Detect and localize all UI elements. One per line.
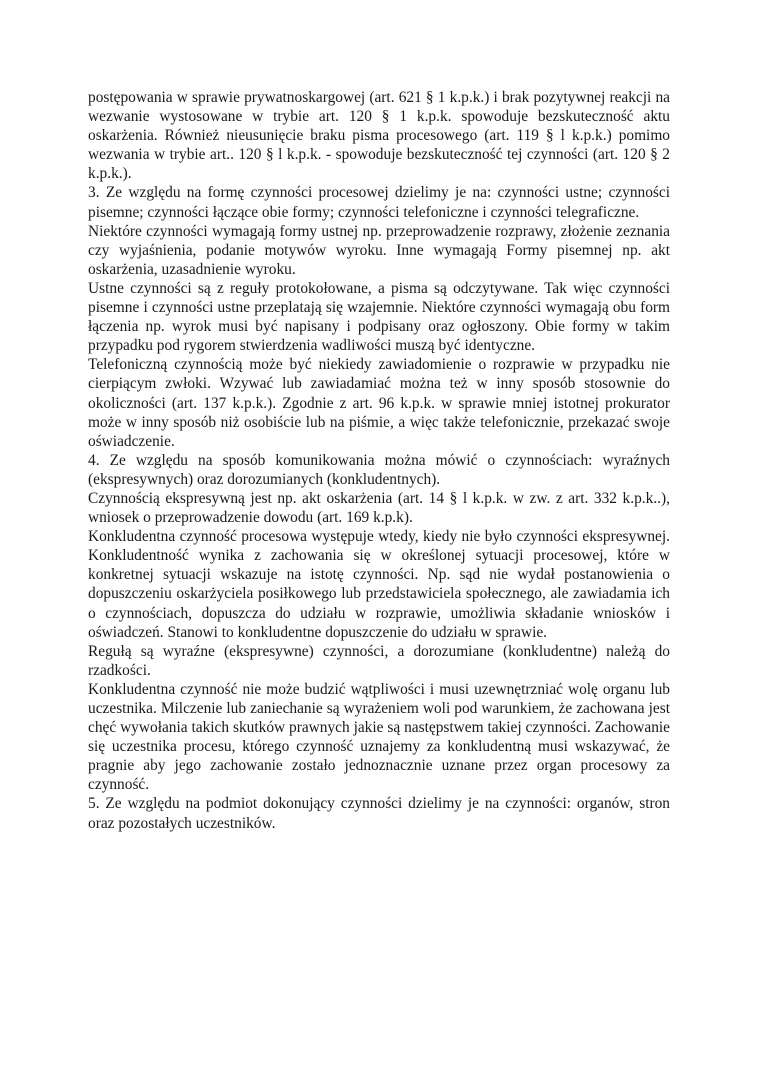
paragraph-podmiot: 5. Ze względu na podmiot dokonujący czynności dzielimy je na czynności: organów, stron oraz pozostałych uczestników. xyxy=(88,795,670,832)
paragraph-sposob-komunikowania: 4. Ze względu na sposób komunikowania można mówić o czynnościach: wyraźnych (ekspresywnych) oraz dorozumianych (konkludentnych). xyxy=(88,451,670,488)
paragraph-regula: Regułą są wyraźne (ekspresywne) czynności, a dorozumiane (konkludentne) należą do rzadkości. xyxy=(88,642,670,679)
paragraph-konkludentna: Konkludentna czynność procesowa występuje wtedy, kiedy nie było czynności ekspresywnej. Konkludentność wynika z zachowania się w określonej sytuacji procesowej, które w konkretnej sytuacji wskazuje na istotę czynności. Np. sąd nie wydał postanowienia o dopuszczeniu oskarżyciela posiłkowego lub przedstawiciela społecznego, ale zawiadamia ich o czynnościach, dopuszcza do udziału w rozprawie, umożliwia składanie wniosków i oświadczeń. Stanowi to konkludentne dopuszczenie do udziału w sprawie. xyxy=(88,528,670,641)
paragraph-forma-czynnosci: 3. Ze względu na formę czynności procesowej dzielimy je na: czynności ustne; czynności pisemne; czynności łączące obie formy; czynności telefoniczne i czynności telegraficzne. xyxy=(88,184,670,221)
paragraph-ekspresywna: Czynnością ekspresywną jest np. akt oskarżenia (art. 14 § l k.p.k. w zw. z art. 332 k.p.k..), wniosek o przeprowadzenie dowodu (art. 169 k.p.k). xyxy=(88,489,670,527)
paragraph-forma-ustna-pisemna: Niektóre czynności wymagają formy ustnej np. przeprowadzenie rozprawy, złożenie zeznania czy wyjaśnienia, podanie motywów wyroku. Inne wymagają Formy pisemnej np. akt oskarżenia, uzasadnienie wyroku. xyxy=(88,222,670,278)
paragraph-protokolowanie: Ustne czynności są z reguły protokołowane, a pisma są odczytywane. Tak więc czynności pisemne i czynności ustne przeplatają się wzajemnie. Niektóre czynności wymagają obu form łączenia np. wyrok musi być napisany i podpisany oraz ogłoszony. Obie formy w takim przypadku pod rygorem stwierdzenia wadliwości muszą być identyczne. xyxy=(88,279,670,355)
paragraph-watpliwosci: Konkludentna czynność nie może budzić wątpliwości i musi uzewnętrzniać wolę organu lub uczestnika. Milczenie lub zaniechanie są wyrażeniem woli pod warunkiem, że zachowana jest chęć wywołania takich skutków prawnych jakie są następstwem takiej czynności. Zachowanie się uczestnika procesu, którego czynność uznajemy za konkludentną musi wskazywać, że pragnie aby jego zachowanie zostało jednoznacznie uznane przez organ procesowy za czynność. xyxy=(88,680,670,794)
document-page xyxy=(88,88,670,833)
paragraph-bezskutecznosc: postępowania w sprawie prywatnoskargowej (art. 621 § 1 k.p.k.) i brak pozytywnej reakcji na wezwanie wystosowane w trybie art. 120 § 1 k.p.k. spowoduje bezskuteczność aktu oskarżenia. Również nieusunięcie braku pisma procesowego (art. 119 § l k.p.k.) pomimo wezwania w trybie art.. 120 § l k.p.k. - spowoduje bezskuteczność tej czynności (art. 120 § 2 k.p.k.). xyxy=(88,89,670,183)
paragraph-telefoniczna: Telefoniczną czynnością może być niekiedy zawiadomienie o rozprawie w przypadku nie cierpiącym zwłoki. Wzywać lub zawiadamiać można też w inny sposób stosownie do okoliczności (art. 137 k.p.k.). Zgodnie z art. 96 k.p.k. w sprawie mniej istotnej prokurator może w inny sposób niż osobiście lub na piśmie, a więc także telefonicznie, przekazać swoje oświadczenie. xyxy=(88,356,670,450)
